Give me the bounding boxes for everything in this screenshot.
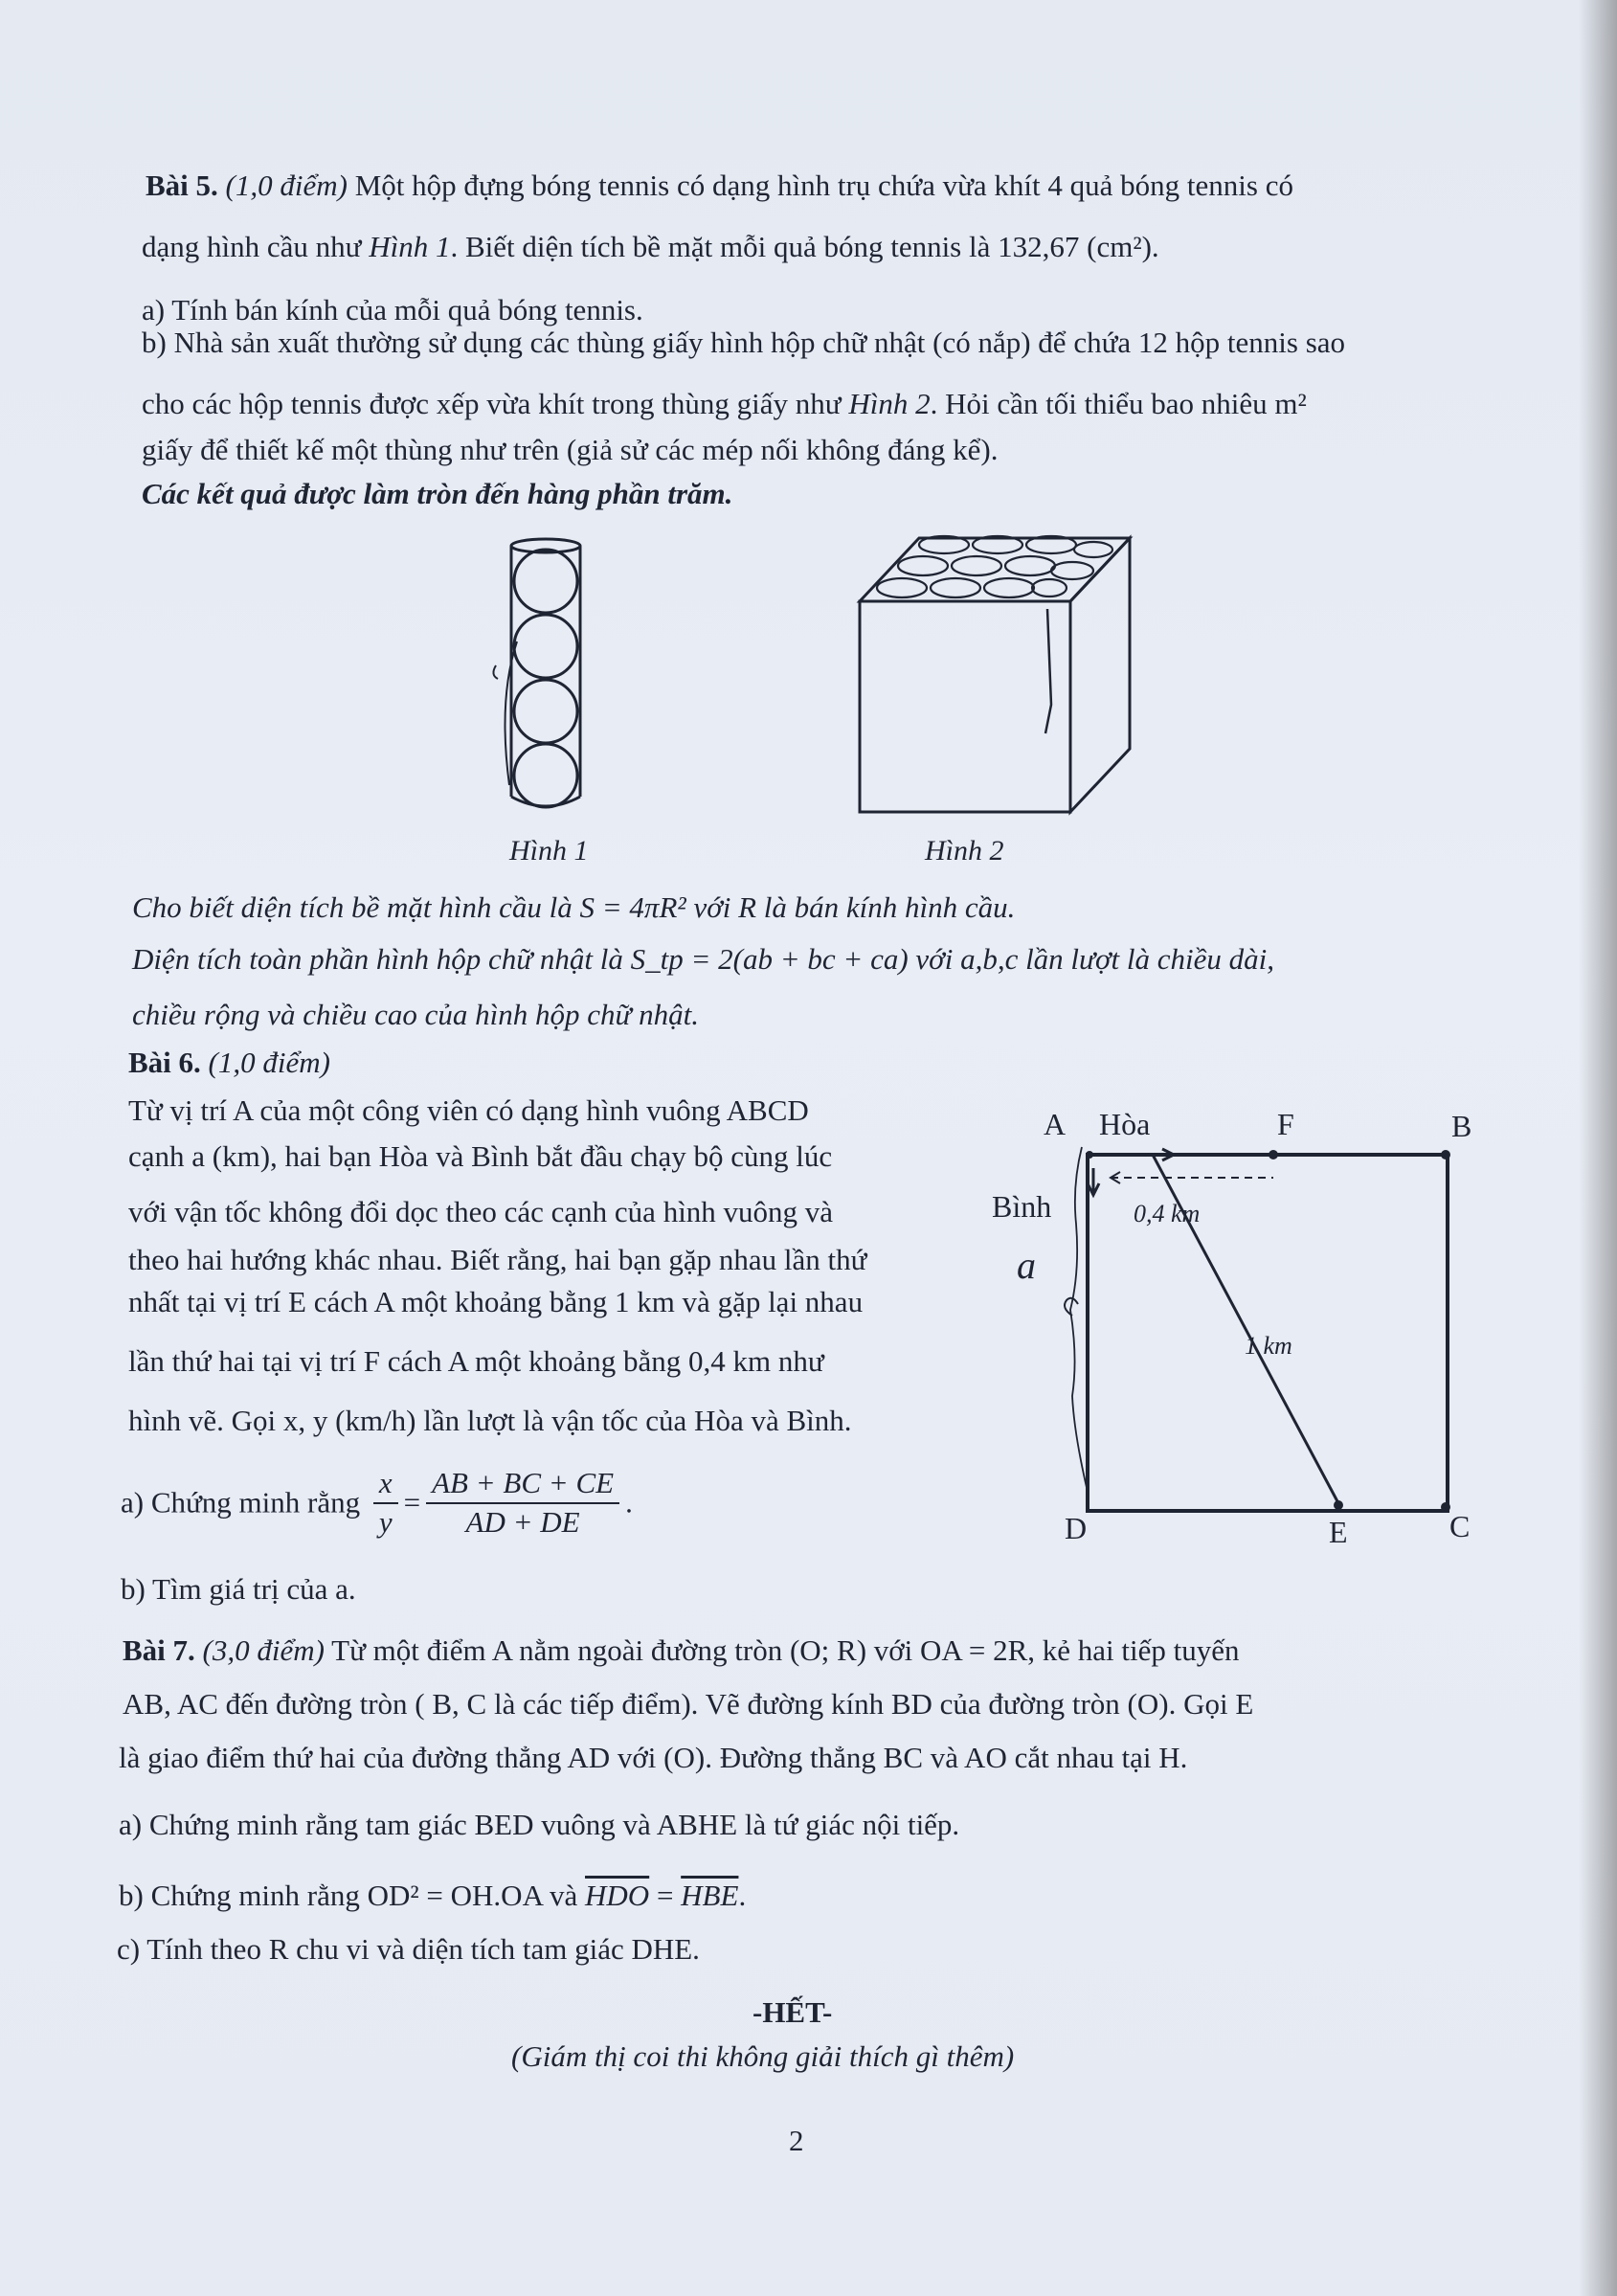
b7-line-1 <box>123 1633 1240 1668</box>
label-1km: 1 km <box>1245 1332 1292 1360</box>
b5-hint-3: chiều rộng và chiều cao của hình hộp chữ nhật. <box>132 998 699 1031</box>
b5-text-b2b: . Hỏi cần tối thiểu bao nhiêu m² <box>930 387 1307 420</box>
ratio-x-over-y <box>373 1465 398 1542</box>
proctor-note: (Giám thị coi thi không giải thích gì thêm) <box>511 2039 1015 2073</box>
label-d: D <box>1065 1511 1088 1545</box>
b5-text-2b: . Biết diện tích bề mặt mỗi quả bóng tennis là 132,67 (cm²). <box>450 230 1159 263</box>
label-c: C <box>1449 1509 1471 1543</box>
handwritten-brace <box>1070 1147 1088 1492</box>
tennis-ball-2 <box>514 615 577 678</box>
angle-hbe: $\overline{HBE}$ <box>681 1879 739 1912</box>
pen-mark <box>1045 609 1051 733</box>
b7-part-b-prefix: b) Chứng minh rằng OD² = OH.OA và <box>119 1879 586 1912</box>
b5-text-2a: dạng hình cầu như <box>142 230 370 263</box>
b5-hint-1: Cho biết diện tích bề mặt hình cầu là S = 4πR² với R là bán kính hình cầu. <box>132 890 1016 924</box>
b7-period: . <box>738 1879 747 1912</box>
b5-hint-2: Diện tích toàn phần hình hộp chữ nhật là S_tp = 2(ab + bc + ca) với a,b,c lần lượt là chiều dài, <box>132 942 1274 976</box>
b7-text-1: Từ một điểm A nằm ngoài đường tròn (O; R) với OA = 2R, kẻ hai tiếp tuyến <box>331 1633 1240 1667</box>
label-04km: 0,4 km <box>1134 1200 1201 1227</box>
b7-part-c: c) Tính theo R chu vi và diện tích tam giác DHE. <box>117 1932 700 1966</box>
b5-text-1: Một hộp đựng bóng tennis có dạng hình trụ chứa vừa khít 4 quả bóng tennis có <box>354 169 1293 202</box>
park-square-diagram <box>1082 1147 1465 1511</box>
point-b <box>1441 1150 1450 1159</box>
label-e: E <box>1329 1515 1348 1549</box>
ratio-numerator-distance: AB + BC + CE <box>426 1465 619 1504</box>
b6-line-6: lần thứ hai tại vị trí F cách A một khoảng bằng 0,4 km như <box>128 1344 824 1378</box>
handwritten-a: a <box>1017 1244 1036 1287</box>
box-front-face <box>860 601 1070 812</box>
b6-line-1: Từ vị trí A của một công viên có dạng hình vuông ABCD <box>128 1093 809 1127</box>
b7-part-b <box>119 1879 746 1913</box>
label-a: A <box>1044 1107 1067 1141</box>
b7-line-2: AB, AC đến đường tròn ( B, C là các tiếp điểm). Vẽ đường kính BD của đường tròn (O). Gọi E <box>123 1687 1254 1721</box>
point-f <box>1269 1150 1278 1159</box>
b6-line-4: theo hai hướng khác nhau. Biết rằng, hai bạn gặp nhau lần thứ <box>128 1243 867 1276</box>
tennis-ball-3 <box>514 680 577 743</box>
ratio-distances <box>426 1465 619 1542</box>
b5-line-1 <box>146 169 1293 203</box>
figure-1-caption: Hình 1 <box>509 835 589 867</box>
b6-line-3: với vận tốc không đổi dọc theo các cạnh của hình vuông và <box>128 1195 834 1228</box>
ratio-numerator-x: x <box>373 1465 398 1504</box>
b7-part-a: a) Chứng minh rằng tam giác BED vuông và ABHE là tứ giác nội tiếp. <box>119 1808 960 1841</box>
b7-line-3: là giao điểm thứ hai của đường thẳng AD với (O). Đường thẳng BC và AO cắt nhau tại H. <box>119 1741 1188 1774</box>
b6-points: (1,0 điểm) <box>208 1046 330 1079</box>
angle-hdo: $\overline{HDO}$ <box>585 1879 650 1912</box>
tennis-ball-1 <box>514 550 577 613</box>
figure-2-caption: Hình 2 <box>925 835 1004 867</box>
handwritten-tick <box>493 665 498 679</box>
figure-1-tennis-can <box>479 536 613 814</box>
point-e <box>1334 1500 1343 1510</box>
label-binh: Bình <box>992 1189 1052 1224</box>
page-number: 2 <box>789 2124 804 2157</box>
tennis-ball-4 <box>514 744 577 807</box>
b5-part-b-1: b) Nhà sản xuất thường sử dụng các thùng giấy hình hộp chữ nhật (có nắp) để chứa 12 hộp tennis sao <box>142 326 1346 359</box>
b5-fig-ref-1: Hình 1 <box>369 230 451 263</box>
label-f: F <box>1277 1107 1294 1141</box>
b6-title: Bài 6. <box>128 1046 201 1079</box>
b6-part-b: b) Tìm giá trị của a. <box>121 1572 356 1606</box>
b5-part-a: a) Tính bán kính của mỗi quả bóng tennis. <box>142 293 643 326</box>
ratio-denominator-distance: AD + DE <box>465 1504 580 1539</box>
b7-title: Bài 7. <box>123 1633 195 1667</box>
b7-points: (3,0 điểm) <box>202 1633 325 1667</box>
b5-text-b2a: cho các hộp tennis được xếp vừa khít trong thùng giấy như <box>142 387 849 420</box>
b5-rounding-note: Các kết quả được làm tròn đến hàng phần trăm. <box>142 477 733 510</box>
b5-fig-ref-2: Hình 2 <box>848 387 931 420</box>
figure-2-box <box>842 532 1149 820</box>
b5-points: (1,0 điểm) <box>225 169 348 202</box>
b6-line-7: hình vẽ. Gọi x, y (km/h) lần lượt là vận tốc của Hòa và Bình. <box>128 1404 852 1437</box>
end-marker: -HẾT- <box>752 1995 833 2029</box>
b5-line-2 <box>142 230 1159 264</box>
b5-part-b-2 <box>142 387 1307 421</box>
b6-line-5: nhất tại vị trí E cách A một khoảng bằng 1 km và gặp lại nhau <box>128 1285 864 1318</box>
label-hoa: Hòa <box>1099 1107 1151 1141</box>
label-b: B <box>1451 1109 1472 1143</box>
ratio-denominator-y: y <box>378 1504 393 1539</box>
b6-part-a: a) Chứng minh rằng $\frac{x}{y}$ = $\frac{AB + BC + CE}{AD + DE}$ . <box>121 1465 633 1542</box>
b6-line-2: cạnh a (km), hai bạn Hòa và Bình bắt đầu chạy bộ cùng lúc <box>128 1139 833 1173</box>
b5-part-b-3: giấy để thiết kế một thùng như trên (giả sử các mép nối không đáng kể). <box>142 433 999 466</box>
b6-heading <box>128 1046 330 1080</box>
b5-title: Bài 5. <box>146 169 218 202</box>
b6-part-a-prefix: a) Chứng minh rằng <box>121 1485 361 1519</box>
b7-equals: = <box>649 1879 682 1912</box>
